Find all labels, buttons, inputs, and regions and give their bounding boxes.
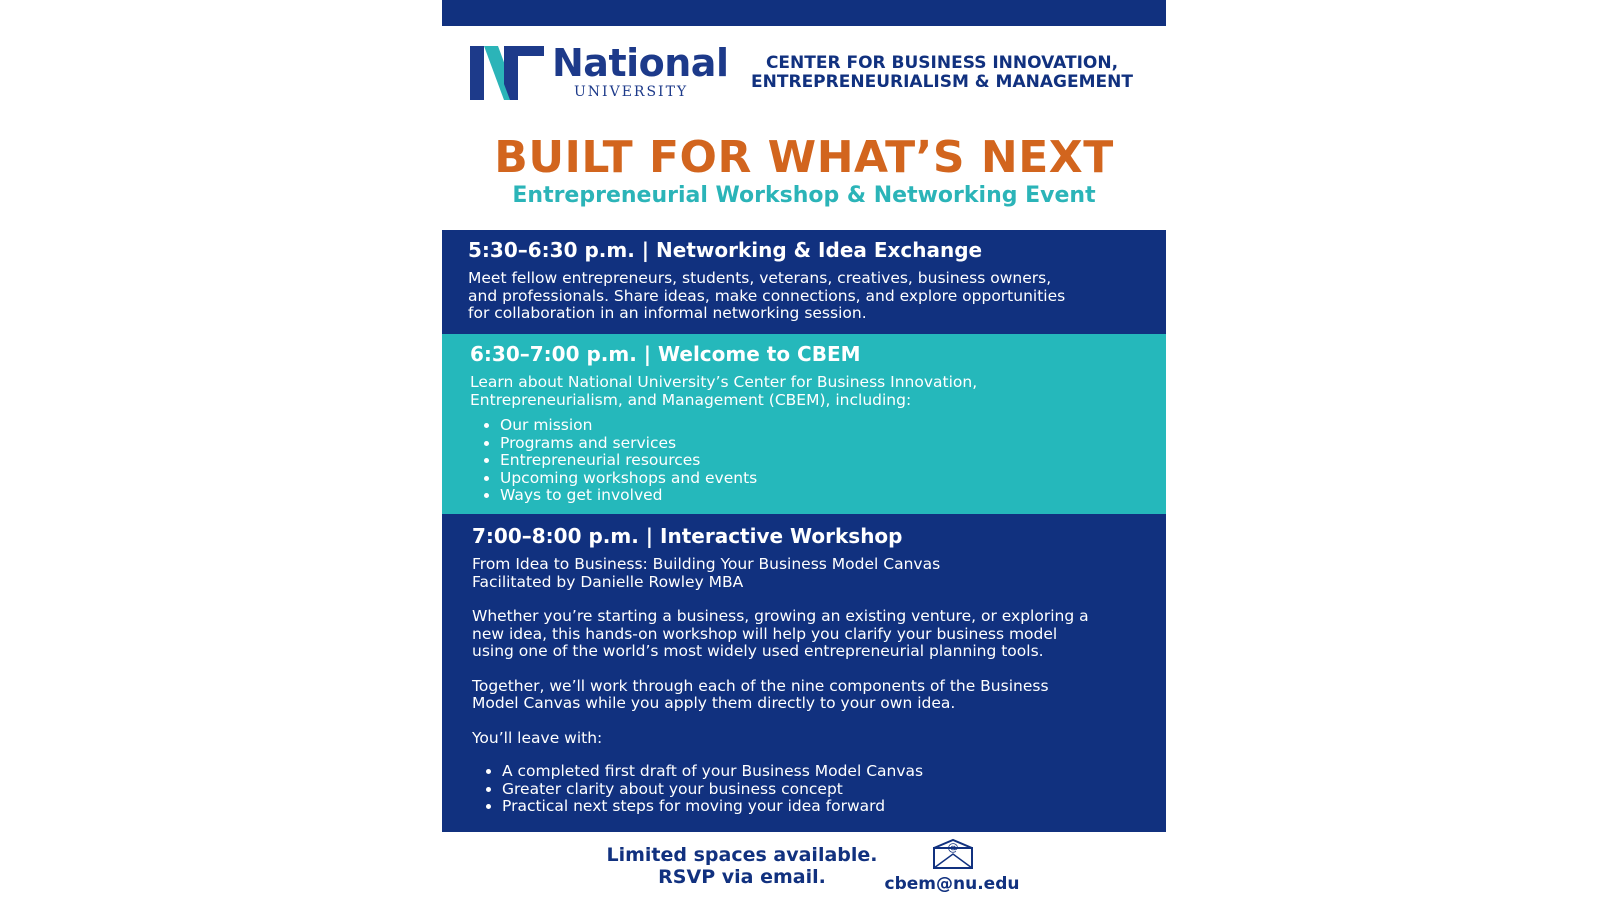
description-line: Meet fellow entrepreneurs, students, veterans, creatives, business owners,: [468, 269, 1052, 287]
paragraph-line: using one of the world’s most widely used entrepreneurial planning tools.: [472, 642, 1044, 660]
schedule-heading: 6:30–7:00 p.m. | Welcome to CBEM: [470, 342, 861, 366]
schedule-block-workshop: [442, 514, 1166, 832]
event-subtitle: Entrepreneurial Workshop & Networking Event: [512, 183, 1096, 208]
list-item: • Entrepreneurial resources: [500, 452, 1138, 470]
envelope-at-icon: [932, 838, 974, 870]
schedule-description: [470, 374, 1138, 409]
paragraph-line: Whether you’re starting a business, growing an existing venture, or exploring a: [472, 607, 1089, 625]
workshop-paragraph: [472, 678, 1138, 713]
description-line: Entrepreneurialism, and Management (CBEM), including:: [470, 390, 912, 409]
schedule-block-networking: [442, 230, 1166, 334]
svg-text:@: @: [947, 841, 959, 854]
schedule-heading: 7:00–8:00 p.m. | Interactive Workshop: [472, 524, 903, 548]
logo-wordmark: National: [552, 41, 729, 85]
workshop-title: From Idea to Business: Building Your Business Model Canvas: [472, 555, 941, 573]
list-item: • Our mission: [500, 417, 1138, 435]
center-name-line-2: ENTREPRENEURIALISM & MANAGEMENT: [751, 72, 1133, 92]
leave-with-label: You’ll leave with:: [472, 728, 603, 747]
rsvp-email-link[interactable]: cbem@nu.edu: [884, 874, 1020, 894]
workshop-intro: [472, 556, 1138, 591]
logo-subtitle: UNIVERSITY: [574, 84, 689, 100]
schedule-block-welcome: [442, 334, 1166, 514]
workshop-paragraph: [472, 608, 1138, 661]
rsvp-line-1: Limited spaces available.: [606, 844, 878, 866]
description-line: for collaboration in an informal networking session.: [468, 304, 867, 322]
description-line: Learn about National University’s Center for Business Innovation,: [470, 373, 978, 391]
paragraph-line: Together, we’ll work through each of the nine components of the Business: [472, 676, 1049, 695]
center-name-line-1: CENTER FOR BUSINESS INNOVATION,: [765, 53, 1119, 73]
schedule-heading: 5:30–6:30 p.m. | Networking & Idea Exchange: [468, 238, 983, 262]
paragraph-line: Model Canvas while you apply them directly to your own idea.: [472, 694, 956, 712]
list-item: • Upcoming workshops and events: [500, 470, 1138, 488]
rsvp-note: [582, 844, 902, 888]
description-line: and professionals. Share ideas, make connections, and explore opportunities: [468, 286, 1066, 305]
schedule-description: [468, 270, 1140, 323]
list-item: • Greater clarity about your business concept: [502, 781, 1138, 799]
takeaways-list: [472, 763, 1138, 816]
event-title: BUILT FOR WHAT’S NEXT: [494, 132, 1114, 183]
top-color-bar: [442, 0, 1166, 26]
list-item: • Practical next steps for moving your idea forward: [502, 798, 1138, 816]
event-flyer: [442, 0, 1166, 900]
center-name: [732, 54, 1152, 92]
workshop-facilitator: Facilitated by Danielle Rowley MBA: [472, 572, 744, 591]
list-item: • Ways to get involved: [500, 487, 1138, 505]
list-item: • Programs and services: [500, 435, 1138, 453]
national-university-logo-icon: [470, 46, 544, 100]
rsvp-line-2: RSVP via email.: [658, 866, 826, 888]
paragraph-line: new idea, this hands-on workshop will help you clarify your business model: [472, 624, 1058, 643]
list-item: • A completed first draft of your Business Model Canvas: [502, 763, 1138, 781]
welcome-topics-list: [470, 417, 1138, 505]
